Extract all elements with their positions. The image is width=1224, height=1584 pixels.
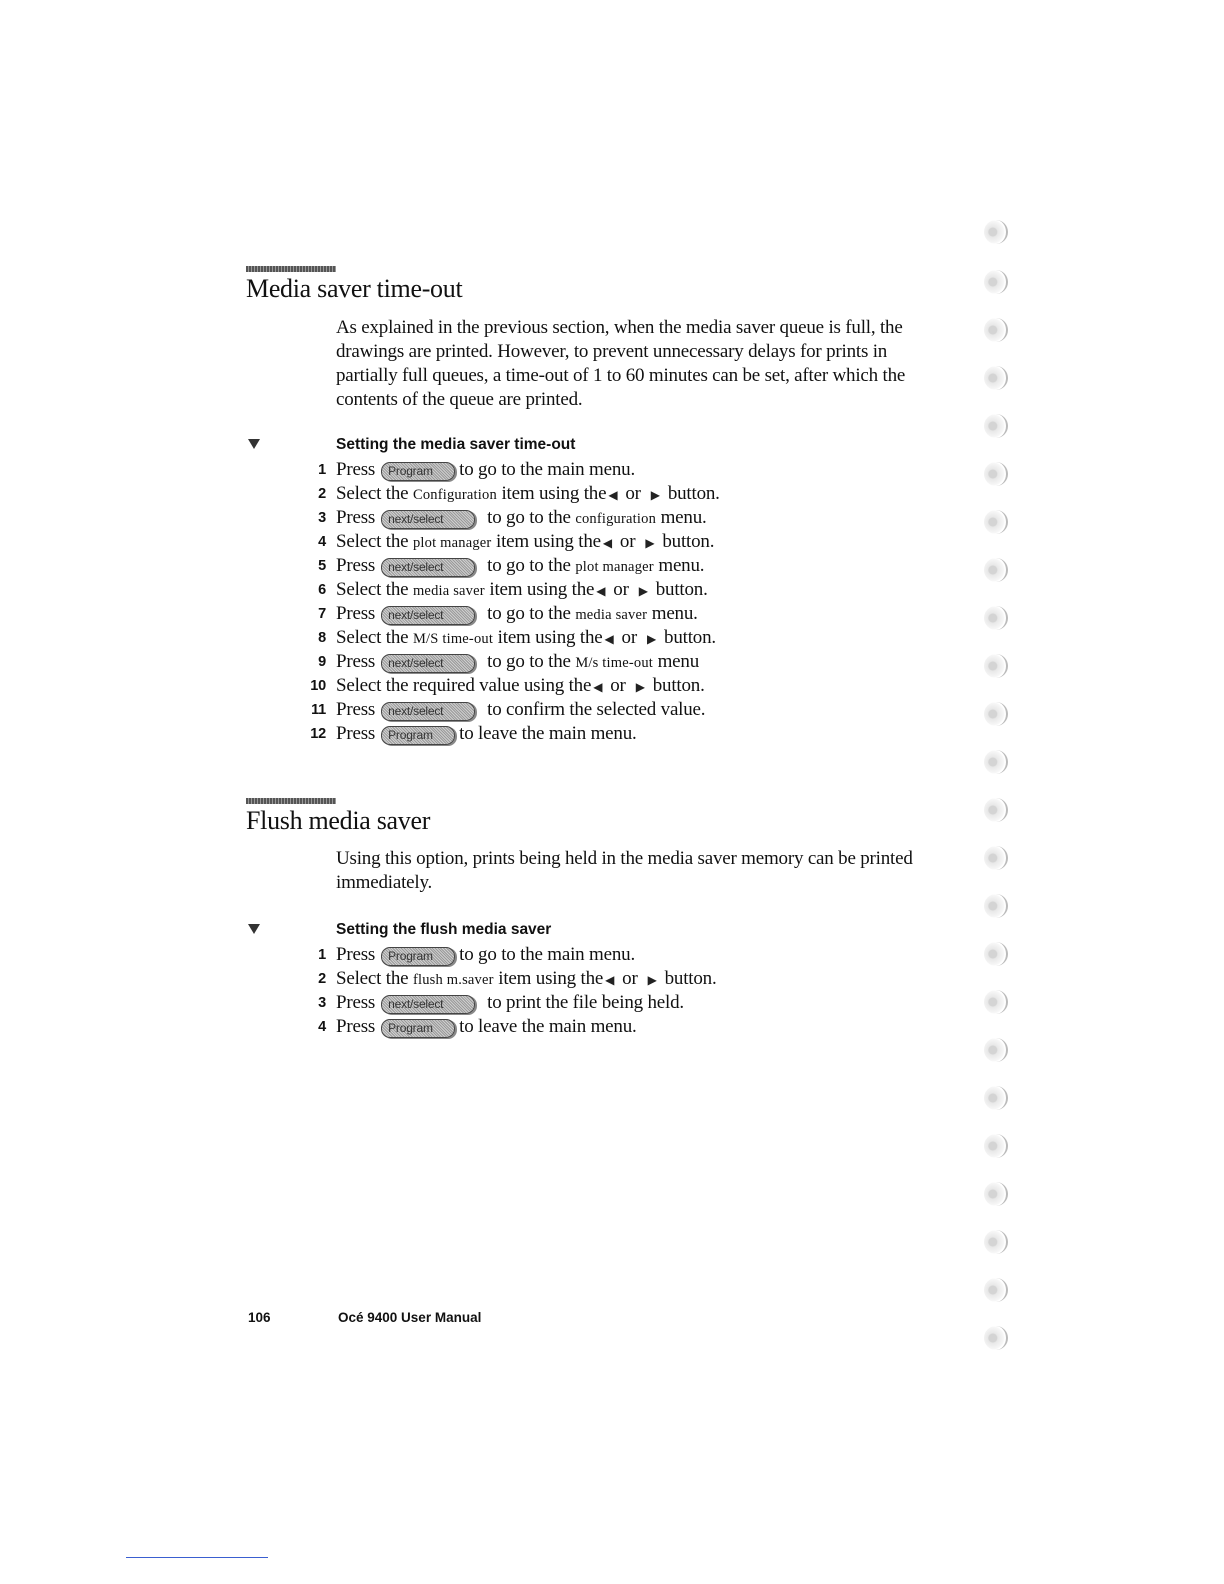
punch-hole	[984, 798, 1008, 822]
menu-item-name: media saver	[412, 583, 485, 599]
procedure-steps	[300, 458, 920, 746]
step-verb: Select the	[336, 483, 409, 504]
step-verb: Press	[336, 507, 376, 528]
step-phrase: or	[613, 579, 629, 600]
binder-holes	[980, 220, 1020, 1360]
punch-hole	[984, 220, 1008, 244]
step	[300, 578, 920, 602]
step-number: 1	[318, 947, 326, 963]
step-verb: Press	[336, 1016, 376, 1037]
section-heading: Flush media saver	[246, 806, 431, 835]
step-phrase: button.	[652, 675, 705, 696]
step-phrase: button.	[664, 627, 716, 648]
triangle-left-icon: ◀	[605, 973, 615, 987]
step-number: 3	[318, 995, 326, 1011]
punch-hole	[984, 366, 1008, 390]
step-number: 8	[318, 630, 326, 646]
triangle-right-icon: ▶	[647, 973, 657, 987]
punch-hole	[984, 1326, 1008, 1350]
triangle-left-icon: ◀	[602, 536, 612, 550]
step-number: 12	[310, 726, 326, 742]
punch-hole	[984, 846, 1008, 870]
step-phrase: button.	[662, 531, 715, 552]
section-rule	[246, 798, 336, 804]
program-key: Program	[381, 462, 455, 481]
punch-hole	[984, 462, 1008, 486]
step-phrase: to go to the	[487, 555, 571, 576]
program-key: Program	[381, 947, 455, 966]
step-phrase: Select the required value using the	[336, 675, 592, 696]
step-verb: Press	[336, 603, 376, 624]
punch-hole	[984, 1182, 1008, 1206]
punch-hole	[984, 990, 1008, 1014]
step-phrase: item using the	[496, 531, 601, 552]
next-select-key: next/select	[381, 510, 475, 529]
punch-hole	[984, 414, 1008, 438]
step-number: 4	[318, 1019, 326, 1035]
step-verb: Press	[336, 459, 376, 480]
step-number: 11	[311, 702, 326, 718]
step	[300, 458, 920, 482]
punch-hole	[984, 270, 1008, 294]
divider	[126, 1557, 268, 1558]
step-number: 7	[318, 606, 326, 622]
triangle-left-icon: ◀	[608, 488, 618, 502]
step-phrase: to print the file being held.	[487, 992, 684, 1013]
step-phrase: or	[619, 531, 636, 552]
step	[300, 554, 920, 578]
step-phrase: or	[621, 627, 637, 648]
step-number: 1	[318, 462, 326, 478]
punch-hole	[984, 318, 1008, 342]
punch-hole	[984, 1278, 1008, 1302]
punch-hole	[984, 654, 1008, 678]
punch-hole	[984, 606, 1008, 630]
step	[300, 991, 920, 1015]
menu-item-name: M/S time-out	[412, 631, 494, 647]
step-phrase: or	[610, 675, 626, 696]
step	[300, 650, 920, 674]
step-verb: Select the	[336, 627, 409, 648]
step	[300, 602, 920, 626]
step-verb: Select the	[336, 968, 409, 989]
step-number: 4	[318, 534, 326, 550]
step-phrase: menu.	[660, 507, 707, 528]
menu-item-name: M/s time-out	[575, 655, 654, 671]
next-select-key: next/select	[381, 558, 475, 577]
menu-item-name: Configuration	[412, 487, 497, 503]
page-number: 106	[248, 1310, 271, 1325]
section-intro: As explained in the previous section, when the media saver queue is full, the drawings are printed. However, to prevent unnecessary delays for prints in partially full queues, a time-out of 1 to 60 minutes can be set, after which the contents of the queue are printed.	[336, 317, 906, 410]
punch-hole	[984, 510, 1008, 534]
triangle-right-icon: ▶	[650, 488, 660, 502]
step-phrase: menu	[657, 651, 700, 672]
step-number: 10	[310, 678, 326, 694]
next-select-key: next/select	[381, 606, 475, 625]
step-verb: Press	[336, 944, 376, 965]
step-phrase: to go to the	[487, 603, 571, 624]
task-title: Setting the flush media saver	[336, 921, 552, 938]
triangle-right-icon: ▶	[635, 680, 645, 694]
step-verb: Press	[336, 723, 376, 744]
step-verb: Press	[336, 651, 376, 672]
step-phrase: button.	[655, 579, 708, 600]
step	[300, 722, 920, 746]
step-number: 3	[318, 510, 326, 526]
menu-item-name: media saver	[575, 607, 648, 623]
step	[300, 530, 920, 554]
section-heading: Media saver time-out	[246, 274, 463, 303]
step	[300, 674, 920, 698]
triangle-left-icon: ◀	[593, 680, 603, 694]
step-phrase: item using the	[498, 968, 604, 989]
step	[300, 1015, 920, 1039]
step	[300, 626, 920, 650]
step-phrase: button.	[667, 483, 720, 504]
step-number: 5	[318, 558, 326, 574]
step-phrase: to go to the main menu.	[459, 944, 635, 965]
menu-item-name: plot manager	[575, 559, 654, 575]
program-key: Program	[381, 726, 455, 745]
punch-hole	[984, 1230, 1008, 1254]
punch-hole	[984, 750, 1008, 774]
punch-hole	[984, 942, 1008, 966]
punch-hole	[984, 1086, 1008, 1110]
step-number: 2	[318, 971, 326, 987]
triangle-left-icon: ◀	[604, 632, 614, 646]
manual-title: Océ 9400 User Manual	[338, 1310, 482, 1325]
step-phrase: to go to the	[487, 651, 571, 672]
triangle-right-icon: ▶	[646, 632, 657, 646]
step-phrase: to leave the main menu.	[459, 1016, 637, 1037]
program-key: Program	[381, 1019, 455, 1038]
triangle-left-icon: ◀	[596, 584, 606, 598]
section-rule	[246, 266, 336, 272]
step-phrase: to go to the main menu.	[459, 459, 635, 480]
step-phrase: or	[622, 968, 638, 989]
task-title: Setting the media saver time-out	[336, 436, 576, 453]
step-number: 2	[318, 486, 326, 502]
triangle-right-icon: ▶	[638, 584, 648, 598]
step-phrase: button.	[664, 968, 717, 989]
triangle-right-icon: ▶	[645, 536, 655, 550]
procedure-steps	[300, 943, 920, 1039]
step-phrase: to confirm the selected value.	[487, 699, 706, 720]
menu-item-name: plot manager	[412, 535, 492, 551]
step-verb: Select the	[336, 579, 409, 600]
next-select-key: next/select	[381, 702, 475, 721]
step	[300, 482, 920, 506]
punch-hole	[984, 1134, 1008, 1158]
step-phrase: item using the	[489, 579, 595, 600]
triangle-down-icon	[248, 924, 260, 934]
step-phrase: menu.	[651, 603, 698, 624]
step	[300, 967, 920, 991]
step-phrase: to go to the	[487, 507, 571, 528]
triangle-down-icon	[248, 439, 260, 449]
next-select-key: next/select	[381, 654, 475, 673]
step-phrase: to leave the main menu.	[459, 723, 637, 744]
step-number: 6	[318, 582, 326, 598]
step	[300, 943, 920, 967]
punch-hole	[984, 1038, 1008, 1062]
punch-hole	[984, 894, 1008, 918]
step-phrase: item using the	[501, 483, 607, 504]
step-phrase: menu.	[658, 555, 705, 576]
section-intro: Using this option, prints being held in the media saver memory can be printed immediately.	[336, 848, 913, 893]
step	[300, 506, 920, 530]
step-verb: Press	[336, 555, 376, 576]
menu-item-name: flush m.saver	[412, 972, 494, 988]
menu-item-name: configuration	[575, 511, 657, 527]
step-verb: Press	[336, 992, 376, 1013]
step	[300, 698, 920, 722]
step-phrase: item using the	[497, 627, 603, 648]
step-number: 9	[318, 654, 326, 670]
punch-hole	[984, 558, 1008, 582]
next-select-key: next/select	[381, 995, 475, 1014]
step-phrase: or	[625, 483, 641, 504]
step-verb: Press	[336, 699, 376, 720]
step-verb: Select the	[336, 531, 409, 552]
punch-hole	[984, 702, 1008, 726]
